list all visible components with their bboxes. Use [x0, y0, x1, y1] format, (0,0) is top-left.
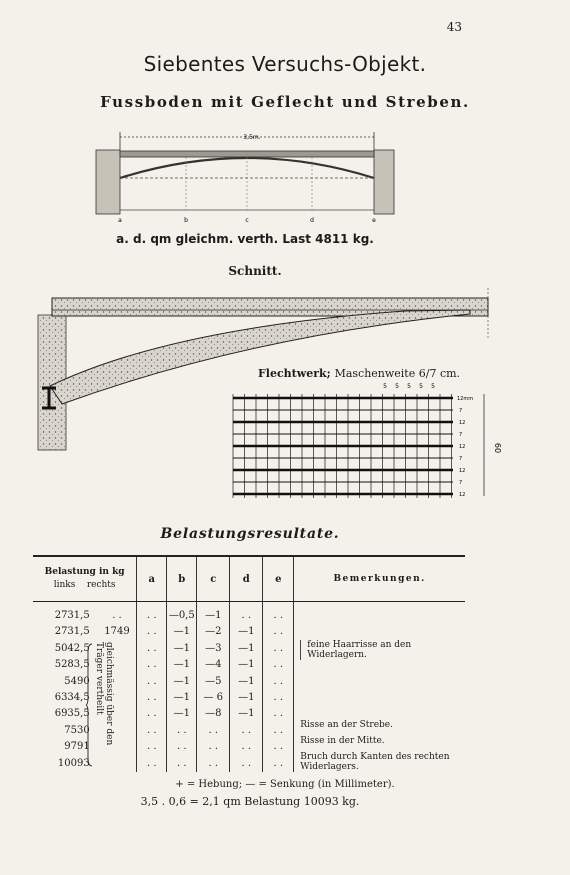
- remark-2: Risse an der Strebe.: [300, 720, 393, 730]
- col-b: b: [167, 556, 197, 602]
- table-row: [33, 602, 465, 625]
- summary: 3,5 . 0,6 = 2,1 qm Belastung 10093 kg.: [140, 795, 360, 808]
- cell-d: —1: [230, 706, 263, 722]
- cell-links: 2731,5: [54, 626, 90, 638]
- cell-a: . .: [137, 706, 167, 722]
- cell-e: . .: [263, 723, 294, 739]
- col-rechts: rechts: [86, 580, 116, 590]
- remark-3: Risse in der Mitte.: [300, 736, 385, 746]
- section-label: Schnitt.: [228, 264, 282, 278]
- mesh-top-label: 5: [431, 383, 435, 390]
- cell-e: . .: [263, 641, 294, 657]
- plan-drawing: [0, 120, 570, 232]
- cell-d: —1: [230, 674, 263, 690]
- cell-c: — 6: [197, 690, 230, 706]
- mesh-top-label: 5: [395, 383, 399, 390]
- cell-links: 7530: [64, 724, 90, 736]
- cell-b: . .: [167, 756, 197, 772]
- mesh-side-label: 7: [459, 408, 463, 414]
- span-label: 3,5m.: [243, 134, 261, 141]
- mesh-top-label: 5: [383, 383, 387, 390]
- cell-links: 9791: [64, 741, 90, 753]
- cell-c: . .: [197, 756, 230, 772]
- cell-c: —3: [197, 641, 230, 657]
- cell-a: . .: [137, 739, 167, 755]
- vertical-note: gleichmässig über den Träger vertheilt: [94, 642, 114, 746]
- left-support: [96, 150, 120, 214]
- cell-links: 10093: [57, 757, 90, 769]
- cell-links: 5042,5: [54, 642, 90, 654]
- mesh-top-label: 5: [407, 383, 411, 390]
- cell-d: . .: [230, 739, 263, 755]
- mesh-caption-rest: Maschenweite 6/7 cm.: [334, 367, 461, 380]
- slab: [120, 151, 374, 157]
- page-title: Siebentes Versuchs-Objekt.: [143, 52, 427, 76]
- mesh-side-label: 12: [459, 492, 466, 498]
- cell-c: —2: [197, 624, 230, 640]
- col-c: c: [197, 556, 230, 602]
- remarks-cell: [294, 602, 465, 773]
- cell-b: —1: [167, 706, 197, 722]
- cell-rechts: . .: [112, 610, 122, 622]
- col-e: e: [263, 556, 294, 602]
- load-caption: a. d. qm gleichm. verth. Last 4811 kg.: [116, 232, 374, 246]
- cell-a: . .: [137, 723, 167, 739]
- cell-a: . .: [137, 602, 167, 625]
- col-belastung: [33, 556, 137, 602]
- col-bemerkungen: Bemerkungen.: [294, 556, 465, 602]
- cell-links: 6334,5: [54, 692, 90, 704]
- cell-c: —5: [197, 674, 230, 690]
- point-a: a: [118, 217, 122, 224]
- col-a: a: [137, 556, 167, 602]
- remark-4: Bruch durch Kanten des rechten Widerlagers.: [300, 752, 450, 772]
- cell-e: . .: [263, 657, 294, 673]
- cell-a: . .: [137, 674, 167, 690]
- cell-e: . .: [263, 674, 294, 690]
- cell-d: . .: [230, 602, 263, 625]
- cell-e: . .: [263, 756, 294, 772]
- point-e: e: [372, 217, 376, 224]
- remark-1: feine Haarrisse an den Widerlagern.: [300, 640, 455, 660]
- cell-b: —1: [167, 690, 197, 706]
- col-links: links: [53, 580, 76, 590]
- point-c: c: [245, 217, 249, 224]
- cell-d: —1: [230, 641, 263, 657]
- cell-rechts: 1749: [104, 626, 130, 638]
- cell-e: . .: [263, 690, 294, 706]
- point-d: d: [310, 217, 314, 224]
- mesh-drawing: [225, 382, 505, 502]
- cell-c: —4: [197, 657, 230, 673]
- cell-b: —1: [167, 657, 197, 673]
- cell-a: . .: [137, 641, 167, 657]
- cell-links: 5283,5: [54, 659, 90, 671]
- cell-e: . .: [263, 624, 294, 640]
- brace-icon: [86, 642, 94, 768]
- cell-c: . .: [197, 723, 230, 739]
- right-support: [374, 150, 394, 214]
- cell-b: . .: [167, 723, 197, 739]
- cell-a: . .: [137, 624, 167, 640]
- cell-d: —1: [230, 657, 263, 673]
- page-number: 43: [446, 20, 462, 34]
- cell-d: —1: [230, 690, 263, 706]
- cell-d: —1: [230, 624, 263, 640]
- cell-b: —1: [167, 624, 197, 640]
- col-d: d: [230, 556, 263, 602]
- mesh-side-label: 12: [459, 444, 466, 450]
- mesh-side-label: 7: [459, 480, 463, 486]
- cell-c: —8: [197, 706, 230, 722]
- mesh-top-label: 5: [419, 383, 423, 390]
- point-b: b: [184, 217, 188, 224]
- mesh-side-label: 7: [459, 432, 463, 438]
- cell-d: . .: [230, 756, 263, 772]
- cell-a: . .: [137, 657, 167, 673]
- cell-e: . .: [263, 739, 294, 755]
- cell-b: —0,5: [167, 602, 197, 625]
- mesh-caption-bold: Flechtwerk;: [258, 367, 331, 380]
- cell-b: —1: [167, 641, 197, 657]
- cell-c: —1: [197, 602, 230, 625]
- cell-c: . .: [197, 739, 230, 755]
- results-title: Belastungsresultate.: [160, 526, 340, 542]
- mesh-height-label: 60: [493, 442, 502, 454]
- cell-e: . .: [263, 602, 294, 625]
- mesh-caption: [258, 367, 460, 380]
- cell-a: . .: [137, 756, 167, 772]
- cell-links: 2731,5: [54, 610, 90, 622]
- page-subtitle: Fussboden mit Geflecht und Streben.: [100, 93, 470, 111]
- cell-links: 5490: [64, 675, 90, 687]
- col-belastung-label: Belastung in kg: [44, 567, 125, 577]
- cell-links: 6935,5: [54, 708, 90, 720]
- mesh-side-label: 12mm: [457, 396, 474, 402]
- cell-b: —1: [167, 674, 197, 690]
- mesh-side-label: 7: [459, 456, 463, 462]
- cell-b: . .: [167, 739, 197, 755]
- mesh-side-label: 12: [459, 468, 466, 474]
- mesh-side-label: 12: [459, 420, 466, 426]
- cell-e: . .: [263, 706, 294, 722]
- cell-a: . .: [137, 690, 167, 706]
- cell-d: . .: [230, 723, 263, 739]
- legend: + = Hebung; — = Senkung (in Millimeter).: [175, 779, 395, 790]
